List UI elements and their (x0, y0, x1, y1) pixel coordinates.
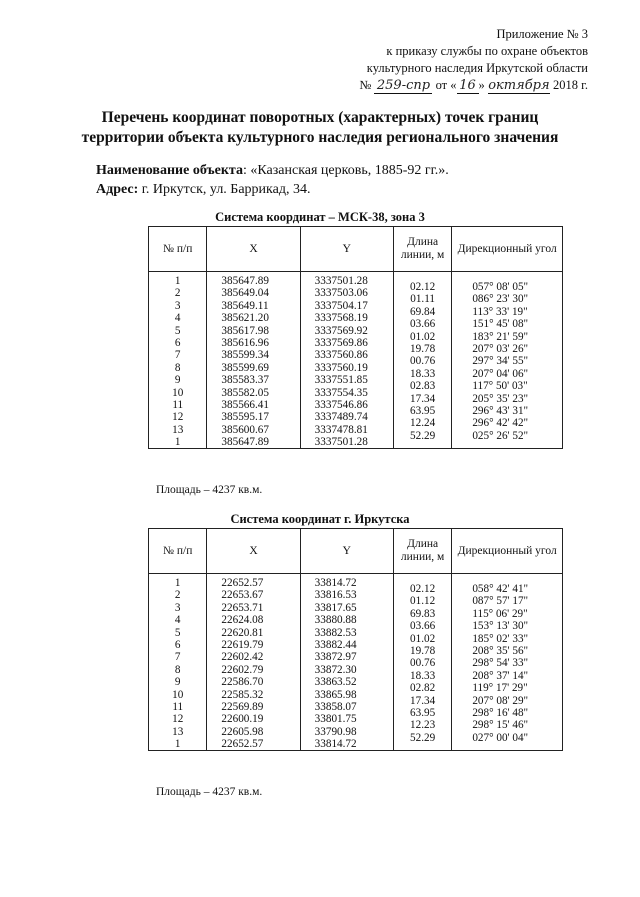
length-column (393, 272, 451, 449)
x-value: 385600.67 (221, 423, 269, 436)
point-number: 12 (172, 713, 184, 726)
x-value: 385617.98 (221, 324, 269, 337)
col-header-length: Длина линии, м (393, 529, 451, 574)
x-value: 385566.41 (221, 398, 269, 411)
y-value: 3337503.06 (314, 287, 368, 300)
point-number: 1 (174, 275, 181, 287)
direction-angle: 298° 16' 48" (472, 706, 529, 719)
direction-angle: 208° 37' 14" (472, 669, 529, 682)
x-value: 22569.89 (221, 700, 264, 713)
object-address-label: Адрес: (96, 182, 139, 197)
line-length: 19.78 (410, 644, 436, 657)
point-number: 2 (174, 589, 181, 602)
line-length: 69.83 (410, 607, 436, 620)
col-header-y: Y (300, 227, 393, 272)
direction-angle: 087° 57' 17" (472, 595, 529, 608)
y-column (300, 272, 393, 449)
point-number: 12 (172, 411, 184, 424)
x-value: 385582.05 (221, 386, 269, 399)
line-length: 17.34 (410, 694, 436, 707)
x-value: 22652.57 (221, 577, 264, 589)
line-length: 69.84 (410, 305, 436, 318)
line-length: 52.29 (410, 429, 436, 442)
x-value: 385583.37 (221, 374, 269, 387)
col-header-num: № п/п (149, 227, 207, 272)
x-value: 385647.89 (221, 436, 269, 449)
direction-angle: 207° 08' 29" (472, 694, 529, 707)
y-value: 3337501.28 (314, 436, 368, 449)
point-number: 10 (172, 386, 184, 399)
line-length: 03.66 (410, 318, 436, 331)
direction-angle: 298° 15' 46" (472, 719, 529, 732)
col-header-y: Y (300, 529, 393, 574)
table-row (149, 272, 563, 449)
point-number: 9 (174, 676, 181, 689)
line-length: 12.23 (410, 719, 436, 732)
point-number: 3 (174, 601, 181, 614)
point-number: 1 (174, 436, 181, 449)
x-value: 22652.57 (221, 738, 264, 751)
line-length: 03.66 (410, 620, 436, 633)
point-number: 4 (174, 312, 181, 325)
x-value: 22653.71 (221, 601, 264, 614)
y-column (300, 574, 393, 751)
object-name-label: Наименование объекта (96, 163, 243, 178)
appendix-line-1: Приложение № 3 (496, 27, 588, 41)
x-value: 385649.04 (221, 287, 269, 300)
line-length: 17.34 (410, 392, 436, 405)
x-value: 22620.81 (221, 626, 264, 639)
x-value: 22585.32 (221, 688, 264, 701)
point-number: 13 (172, 423, 184, 436)
y-value: 33863.52 (314, 676, 357, 689)
y-value: 33790.98 (314, 725, 357, 738)
direction-angle: 086° 23' 30" (472, 293, 529, 306)
point-number: 3 (174, 299, 181, 312)
x-value: 385599.69 (221, 361, 269, 374)
point-number: 11 (172, 398, 184, 411)
line-length: 00.76 (410, 355, 436, 368)
y-value: 3337560.19 (314, 361, 368, 374)
y-value: 33817.65 (314, 601, 357, 614)
x-column (207, 272, 300, 449)
point-number: 13 (172, 725, 184, 738)
x-value: 22586.70 (221, 676, 264, 689)
point-number: 10 (172, 688, 184, 701)
line-length: 02.82 (410, 682, 436, 695)
x-value: 385621.20 (221, 312, 269, 325)
order-date-quote: » (478, 78, 485, 92)
y-value: 3337560.86 (314, 349, 368, 362)
appendix-line-2: к приказу службы по охране объектов (386, 44, 588, 58)
order-date-prefix: от « (435, 78, 457, 92)
y-value: 3337551.85 (314, 374, 368, 387)
title-line-2: территории объекта культурного наследия регионального значения (81, 129, 559, 146)
y-value: 33814.72 (314, 738, 357, 751)
direction-angle: 207° 04' 06" (472, 367, 529, 380)
line-length: 01.02 (410, 330, 436, 343)
object-name (96, 162, 449, 180)
direction-angle: 185° 02' 33" (472, 632, 529, 645)
line-length: 01.12 (410, 595, 436, 608)
direction-angle: 296° 42' 42" (472, 417, 529, 430)
line-length: 02.83 (410, 380, 436, 393)
col-header-angle: Дирекционный угол (452, 227, 563, 272)
col-header-x: X (207, 529, 300, 574)
order-date-day-handwritten: 16 (457, 79, 479, 94)
title-line-1: Перечень координат поворотных (характерных) точек границ (101, 109, 539, 126)
appendix-line-3: культурного наследия Иркутской области (366, 61, 588, 75)
direction-angle: 117° 50' 03" (472, 380, 528, 393)
direction-angle: 025° 26' 52" (472, 429, 529, 442)
y-value: 33816.53 (314, 589, 357, 602)
x-value: 22619.79 (221, 638, 264, 651)
x-value: 385595.17 (221, 411, 269, 424)
direction-angle: 058° 42' 41" (472, 583, 529, 595)
direction-angle: 207° 03' 26" (472, 342, 529, 355)
system1-area: Площадь – 4237 кв.м. (156, 484, 263, 496)
object-address-value: г. Иркутск, ул. Баррикад, 34. (138, 182, 311, 197)
point-number: 11 (172, 700, 184, 713)
point-number: 7 (174, 349, 181, 362)
direction-angle: 119° 17' 29" (472, 682, 528, 695)
point-number: 2 (174, 287, 181, 300)
x-value: 22653.67 (221, 589, 264, 602)
y-value: 3337478.81 (314, 423, 368, 436)
y-value: 3337489.74 (314, 411, 368, 424)
y-value: 3337568.19 (314, 312, 368, 325)
line-length: 01.02 (410, 632, 436, 645)
y-value: 3337501.28 (314, 275, 368, 287)
y-value: 3337554.35 (314, 386, 368, 399)
direction-angle: 205° 35' 23" (472, 392, 529, 405)
y-value: 33880.88 (314, 614, 357, 627)
angle-column (452, 574, 563, 751)
direction-angle: 057° 08' 05" (472, 281, 529, 293)
col-header-num: № п/п (149, 529, 207, 574)
point-number: 5 (174, 626, 181, 639)
point-number: 4 (174, 614, 181, 627)
line-length: 52.29 (410, 731, 436, 744)
direction-angle: 296° 43' 31" (472, 404, 529, 417)
point-number: 8 (174, 663, 181, 676)
y-value: 33882.44 (314, 638, 357, 651)
direction-angle: 298° 54' 33" (472, 657, 529, 670)
y-value: 3337546.86 (314, 398, 368, 411)
x-value: 22602.79 (221, 663, 264, 676)
x-column (207, 574, 300, 751)
table-header-row (149, 529, 563, 574)
angle-column (452, 272, 563, 449)
order-date-month-handwritten: октября (488, 78, 550, 93)
point-number: 8 (174, 361, 181, 374)
point-number: 5 (174, 324, 181, 337)
x-value: 22602.42 (221, 651, 264, 664)
system2-title: Система координат г. Иркутска (230, 512, 410, 526)
document-title (0, 108, 640, 148)
point-number: 6 (174, 336, 181, 349)
y-value: 33801.75 (314, 713, 357, 726)
table-row (149, 574, 563, 751)
direction-angle: 183° 21' 59" (472, 330, 529, 343)
col-header-length: Длина линии, м (393, 227, 451, 272)
system2-coordinates-table (148, 528, 563, 751)
num-column (149, 574, 207, 751)
y-value: 3337569.86 (314, 336, 368, 349)
x-value: 385649.11 (221, 299, 269, 312)
x-value: 22600.19 (221, 713, 264, 726)
direction-angle: 153° 13' 30" (472, 620, 529, 633)
y-value: 33865.98 (314, 688, 357, 701)
point-number: 7 (174, 651, 181, 664)
y-value: 33872.97 (314, 651, 357, 664)
y-value: 33872.30 (314, 663, 357, 676)
system1-title: Система координат – МСК-38, зона 3 (215, 210, 425, 224)
length-column (393, 574, 451, 751)
line-length: 02.12 (410, 583, 436, 595)
line-length: 12.24 (410, 417, 436, 430)
x-value: 385647.89 (221, 275, 269, 287)
line-length: 18.33 (410, 669, 436, 682)
line-length: 02.12 (410, 281, 436, 293)
y-value: 33882.53 (314, 626, 357, 639)
x-value: 22605.98 (221, 725, 264, 738)
line-length: 19.78 (410, 342, 436, 355)
system1-coordinates-table (148, 226, 563, 449)
line-length: 63.95 (410, 706, 436, 719)
x-value: 22624.08 (221, 614, 264, 627)
point-number: 9 (174, 374, 181, 387)
direction-angle: 027° 00' 04" (472, 731, 529, 744)
y-value: 33858.07 (314, 700, 357, 713)
y-value: 33814.72 (314, 577, 357, 589)
order-no-prefix: № (359, 78, 372, 92)
point-number: 6 (174, 638, 181, 651)
num-column (149, 272, 207, 449)
x-value: 385616.96 (221, 336, 269, 349)
point-number: 1 (174, 577, 181, 589)
object-address (96, 181, 310, 199)
x-value: 385599.34 (221, 349, 269, 362)
direction-angle: 151° 45' 08" (472, 318, 529, 331)
direction-angle: 208° 35' 56" (472, 644, 529, 657)
point-number: 1 (174, 738, 181, 751)
order-number-line (359, 77, 588, 94)
direction-angle: 115° 06' 29" (472, 607, 528, 620)
direction-angle: 113° 33' 19" (472, 305, 528, 318)
line-length: 00.76 (410, 657, 436, 670)
order-date-year: 2018 г. (553, 78, 588, 92)
line-length: 63.95 (410, 404, 436, 417)
object-name-value: : «Казанская церковь, 1885-92 гг.». (242, 163, 449, 178)
appendix-header (359, 26, 588, 94)
y-value: 3337504.17 (314, 299, 368, 312)
line-length: 01.11 (410, 293, 435, 306)
line-length: 18.33 (410, 367, 436, 380)
col-header-angle: Дирекционный угол (452, 529, 563, 574)
y-value: 3337569.92 (314, 324, 368, 337)
table-header-row (149, 227, 563, 272)
order-number-handwritten: 259-спр (374, 79, 432, 94)
direction-angle: 297° 34' 55" (472, 355, 529, 368)
system2-area: Площадь – 4237 кв.м. (156, 786, 263, 798)
col-header-x: X (207, 227, 300, 272)
